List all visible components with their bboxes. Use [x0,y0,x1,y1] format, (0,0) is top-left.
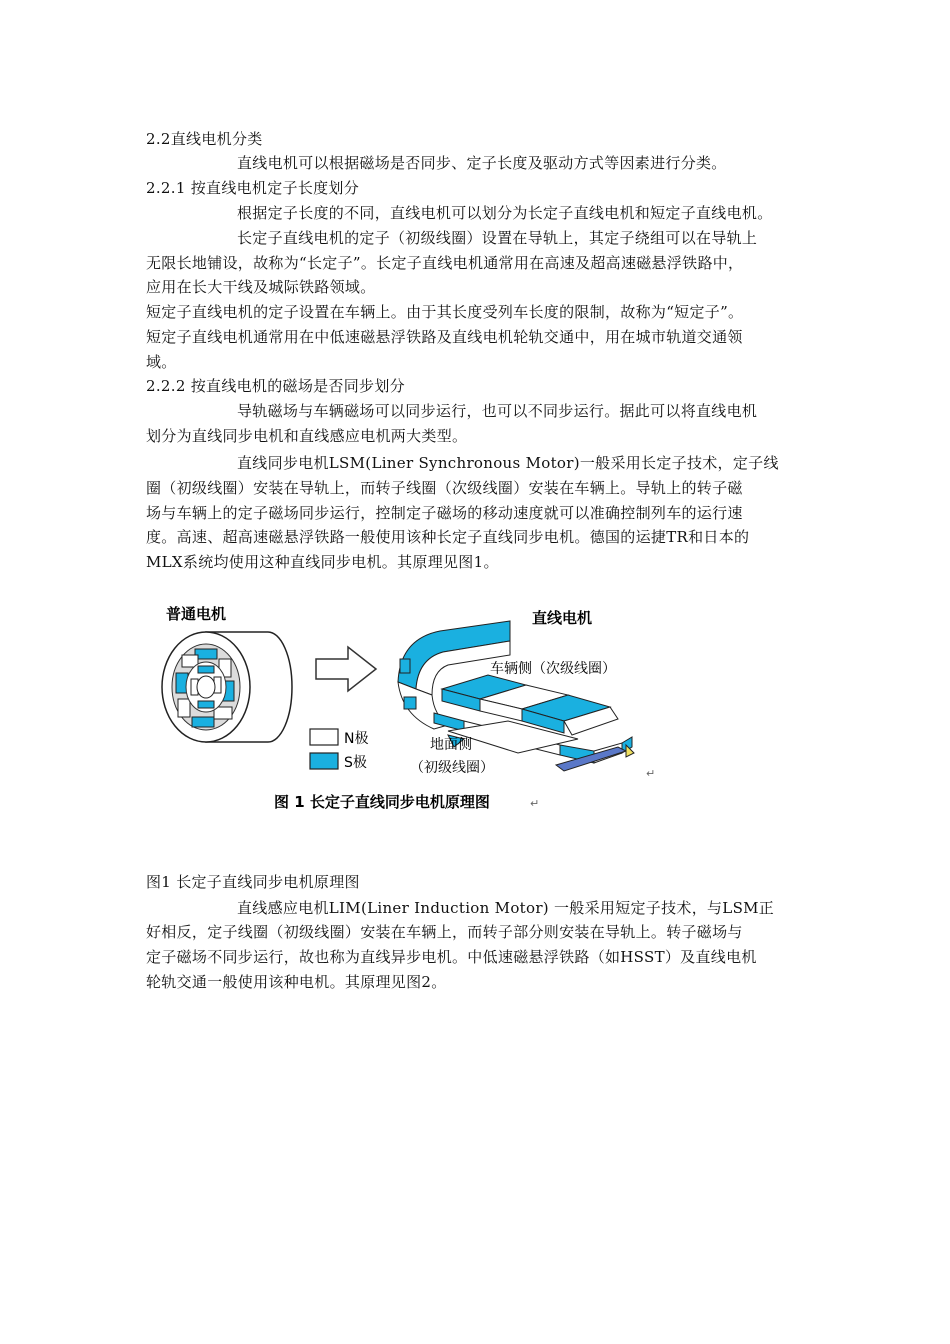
paragraph-line: 划分为直线同步电机和直线感应电机两大类型。 [146,427,468,445]
paragraph-line: 导轨磁场与车辆磁场可以同步运行，也可以不同步运行。据此可以将直线电机 [237,402,758,420]
return-mark-icon: ↵ [530,797,540,810]
heading-2-2-2: 2.2.2 按直线电机的磁场是否同步划分 [146,377,405,395]
paragraph-line: 短定子直线电机通常用在中低速磁悬浮铁路及直线电机轮轨交通中，用在城市轨道交通领 [146,328,743,346]
arrow-icon [316,647,376,691]
legend [310,729,368,771]
label-vehicle-side: 车辆侧（次级线圈） [490,661,616,677]
paragraph-line: 定子磁场不同步运行，故也称为直线异步电机。中低速磁悬浮铁路（如HSST）及直线电机 [146,948,757,966]
paragraph: 根据定子长度的不同，直线电机可以划分为长定子直线电机和短定子直线电机。 [237,204,773,222]
heading-2-2: 2.2直线电机分类 [146,130,263,148]
paragraph-line: 度。高速、超高速磁悬浮铁路一般使用该种长定子直线同步电机。德国的运捷TR和日本的 [146,528,750,546]
figure-1-diagram [148,597,668,827]
paragraph-line: 直线同步电机LSM(Liner Synchronous Motor)一般采用长定子技术，定子线 [237,454,779,472]
label-ground-side: 地面侧 [430,737,472,753]
label-ordinary-motor: 普通电机 [166,605,227,623]
paragraph-line: 应用在长大干线及城际铁路领域。 [146,278,376,296]
heading-2-2-1: 2.2.1 按直线电机定子长度划分 [146,179,360,197]
legend-swatch-n [310,729,338,745]
paragraph-line: 直线感应电机LIM(Liner Induction Motor) 一般采用短定子技术，与LSM正 [237,899,775,917]
figure-inner-caption: 图 1 长定子直线同步电机原理图 [274,793,490,811]
paragraph-line: 长定子直线电机的定子（初级线圈）设置在导轨上，其定子绕组可以在导轨上 [237,229,758,247]
paragraph-line: 场与车辆上的定子磁场同步运行，控制定子磁场的移动速度就可以准确控制列车的运行速 [146,504,743,522]
legend-swatch-s [310,753,338,769]
paragraph-line: 圈（初级线圈）安装在导轨上，而转子线圈（次级线圈）安装在车辆上。导轨上的转子磁 [146,479,743,497]
label-linear-motor: 直线电机 [532,609,593,627]
ordinary-motor-drawing [162,632,292,742]
return-mark-icon: ↵ [646,767,656,780]
paragraph-line: MLX系统均使用这种直线同步电机。其原理见图1。 [146,553,499,571]
paragraph-line: 无限长地铺设，故称为“长定子”。长定子直线电机通常用在高速及超高速磁悬浮铁路中， [146,254,744,272]
legend-label-n: N极 [344,731,369,747]
figure-caption: 图1 长定子直线同步电机原理图 [146,873,360,891]
paragraph: 直线电机可以根据磁场是否同步、定子长度及驱动方式等因素进行分类。 [237,154,727,172]
legend-label-s: S极 [344,755,367,771]
paragraph-line: 轮轨交通一般使用该种电机。其原理见图2。 [146,973,447,991]
paragraph-line: 好相反，定子线圈（初级线圈）安装在车辆上，而转子部分则安装在导轨上。转子磁场与 [146,923,743,941]
paragraph-line: 域。 [146,353,177,371]
label-ground-side-sub: （初级线圈） [410,760,494,776]
paragraph-line: 短定子直线电机的定子设置在车辆上。由于其长度受列车长度的限制，故称为“短定子”。 [146,303,744,321]
